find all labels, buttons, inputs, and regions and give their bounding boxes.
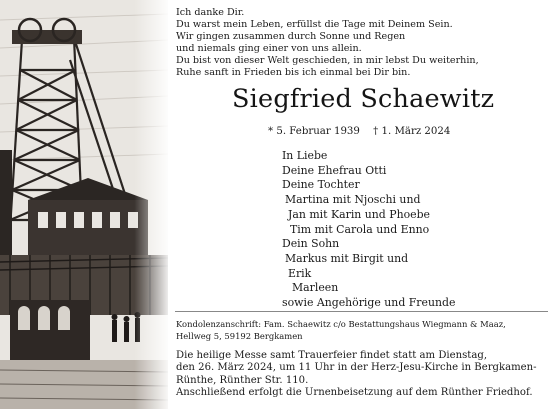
condolence-line: Hellweg 5, 59192 Bergkamen <box>176 331 303 341</box>
family-line: Marleen <box>292 281 339 295</box>
family-line: In Liebe <box>282 149 328 162</box>
service-line: Rünthe, Rünther Str. 110. <box>176 374 309 386</box>
colliery-headframe-illustration <box>0 0 168 409</box>
condolence-address <box>176 318 506 342</box>
life-dates <box>268 126 450 137</box>
poem-line: Ruhe sanft in Frieden bis ich einmal bei Dir bin. <box>176 67 411 78</box>
poem-line: Ich danke Dir. <box>176 7 245 18</box>
family-line: Jan mit Karin und Phoebe <box>288 207 430 221</box>
condolence-line: Kondolenzanschrift: Fam. Schaewitz c/o Bestattungshaus Wiegmann & Maaz, <box>176 319 506 329</box>
family-line: Erik <box>288 266 312 280</box>
poem-line: Du bist von dieser Welt geschieden, in mir lebst Du weiterhin, <box>176 55 479 66</box>
family-line: Tim mit Carola und Enno <box>290 222 430 236</box>
service-line: Anschließend erfolgt die Urnenbeisetzung auf dem Rünther Friedhof. <box>176 387 533 399</box>
family-line: Deine Ehefrau Otti <box>282 163 387 177</box>
service-line: Die heilige Messe samt Trauerfeier findet statt am Dienstag, <box>176 350 488 361</box>
poem-line: Wir gingen zusammen durch Sonne und Regen <box>176 31 406 42</box>
poem <box>176 7 546 79</box>
service-line: den 26. März 2024, um 11 Uhr in der Herz-Jesu-Kirche in Bergkamen- <box>176 362 537 374</box>
family-line: sowie Angehörige und Freunde <box>282 296 456 310</box>
divider <box>175 311 548 312</box>
family-line: Martina mit Njoschi und <box>285 193 421 207</box>
service-info <box>176 350 537 400</box>
family-line: Deine Tochter <box>282 178 360 192</box>
deceased-name: Siegfried Schaewitz <box>232 84 495 114</box>
poem-line: und niemals ging einer von uns allein. <box>176 43 362 54</box>
family-line: Dein Sohn <box>282 237 340 251</box>
family-line: Markus mit Birgit und <box>285 251 409 265</box>
family-list <box>282 149 455 311</box>
poem-line: Du warst mein Leben, erfüllst die Tage mit Deinem Sein. <box>176 19 453 30</box>
birth-date: * 5. Februar 1939 <box>268 126 360 137</box>
death-date: † 1. März 2024 <box>373 126 451 137</box>
